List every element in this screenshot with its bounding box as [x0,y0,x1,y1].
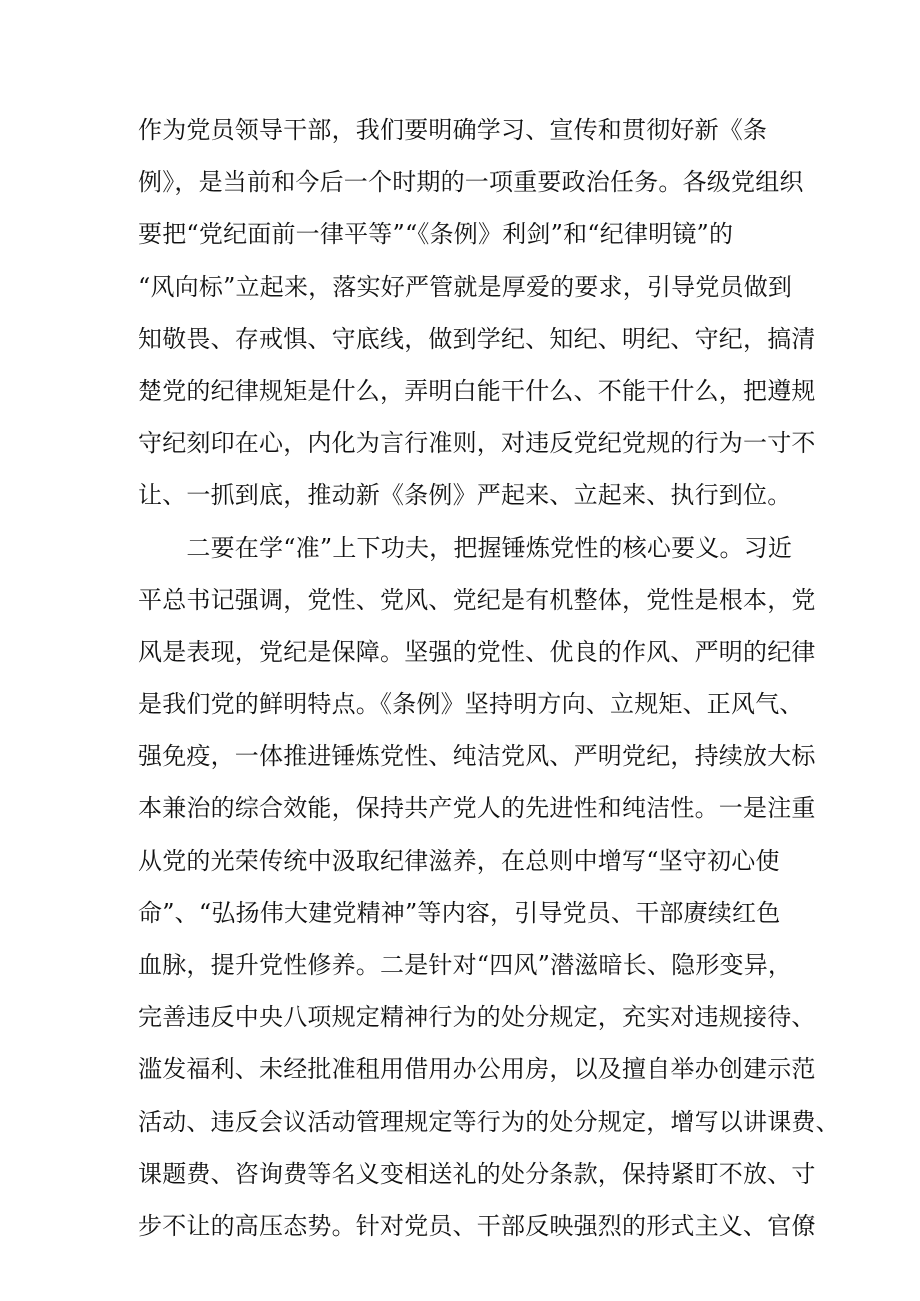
text-line: 二要在学“准”上下功夫，把握锤炼党性的核心要义。习近 [138,533,793,562]
text-line: 守纪刻印在心，内化为言行准则，对违反党纪党规的行为一寸不 [138,429,816,458]
text-line: “风向标”立起来，落实好严管就是厚爱的要求，引导党员做到 [138,272,793,301]
text-line: 楚党的纪律规矩是什么，弄明白能干什么、不能干什么，把遵规 [138,376,816,405]
text-line: 命”、“弘扬伟大建党精神”等内容，引导党员、干部赓续红色 [138,898,781,927]
text-line: 让、一抓到底，推动新《条例》严起来、立起来、执行到位。 [138,481,792,510]
text-line: 知敬畏、存戒惧、守底线，做到学纪、知纪、明纪、守纪，搞清 [138,324,816,353]
text-line: 风是表现，党纪是保障。坚强的党性、优良的作风、严明的纪律 [138,637,816,666]
text-line: 要把“党纪面前一律平等”“《条例》利剑”和“纪律明镜”的 [138,220,734,249]
text-line: 是我们党的鲜明特点。《条例》坚持明方向、立规矩、正风气、 [138,690,804,719]
text-line: 血脉，提升党性修养。二是针对“四风”潜滋暗长、隐形变异， [138,951,793,979]
text-line: 作为党员领导干部，我们要明确学习、宣传和贯彻好新《条 [138,116,768,144]
text-line: 步不让的高压态势。针对党员、干部反映强烈的形式主义、官僚 [138,1211,816,1240]
text-line: 平总书记强调，党性、党风、党纪是有机整体，党性是根本，党 [138,585,816,614]
text-line: 活动、违反会议活动管理规定等行为的处分规定，增写以讲课费、 [138,1107,840,1136]
text-line: 强免疫，一体推进锤炼党性、纯洁党风、严明党纪，持续放大标 [138,742,816,771]
text-line: 滥发福利、未经批准租用借用办公用房，以及擅自举办创建示范 [138,1055,816,1084]
text-line: 课题费、咨询费等名义变相送礼的处分条款，保持紧盯不放、寸 [138,1159,816,1188]
text-line: 例》，是当前和今后一个时期的一项重要政治任务。各级党组织 [138,168,804,197]
text-line: 从党的光荣传统中汲取纪律滋养，在总则中增写“坚守初心使 [138,846,780,875]
body-text [138,112,840,1260]
text-line: 本兼治的综合效能，保持共产党人的先进性和纯洁性。一是注重 [138,794,816,823]
text-line: 完善违反中央八项规定精神行为的处分规定，充实对违规接待、 [138,1003,816,1032]
